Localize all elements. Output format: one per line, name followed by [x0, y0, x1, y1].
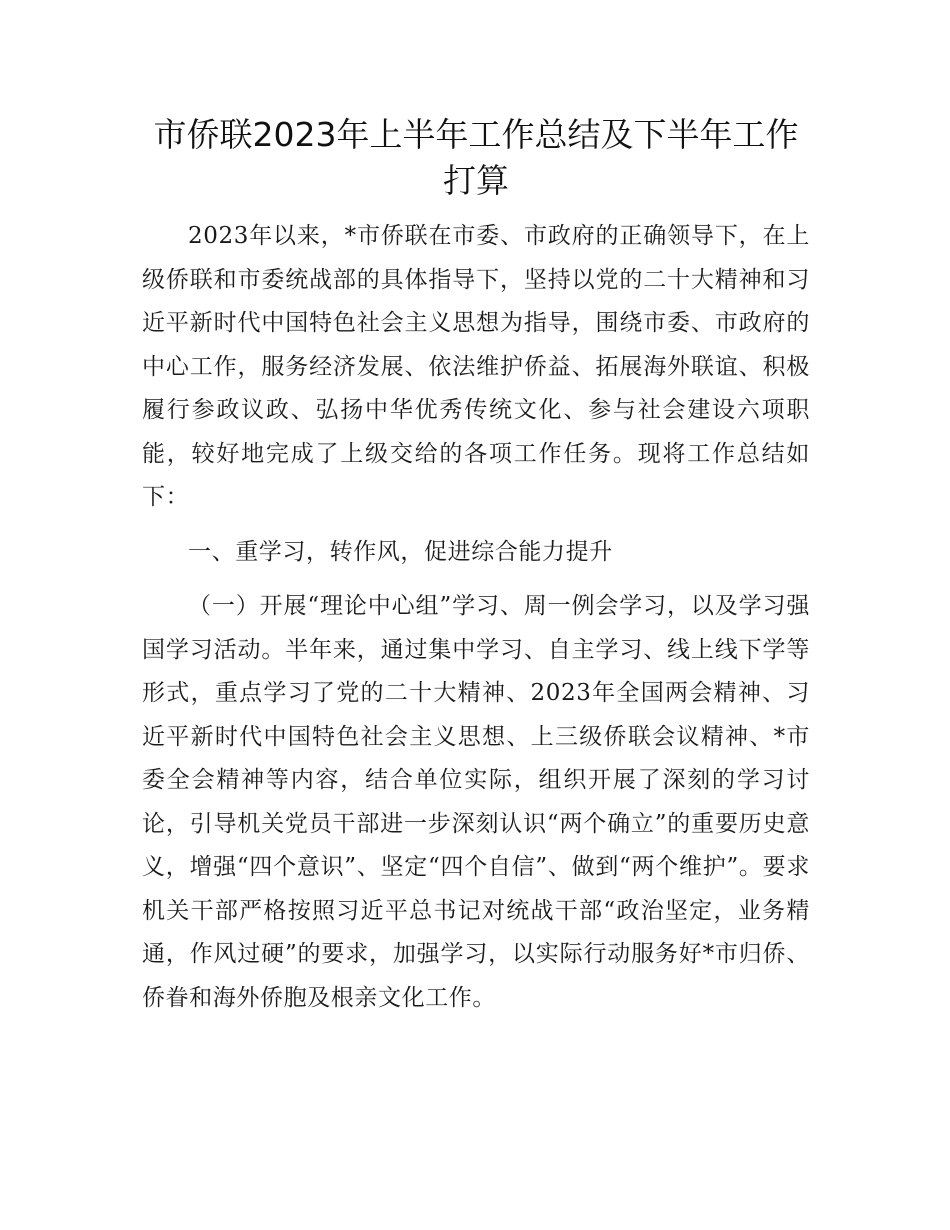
document-title: 市侨联2023年上半年工作总结及下半年工作打算: [153, 115, 799, 200]
document-body: [142, 215, 810, 1031]
section-heading: 一、重学习，转作风，促进综合能力提升: [188, 538, 613, 565]
body-paragraph: （一）开展“理论中心组”学习、周一例会学习，以及学习强国学习活动。半年来，通过集中学习、自主学习、线上线下学等形式，重点学习了党的二十大精神、2023年全国两会精神、习近平新时代中国特色社会主义思想、上三级侨联会议精神、*市委全会精神等内容，结合单位实际，组织开展了深刻的学习讨论，引导机关党员干部进一步深刻认识“两个确立”的重要历史意义，增强“四个意识”、坚定“四个自信”、做到“两个维护”。要求机关干部严格按照习近平总书记对统战干部“政治坚定，业务精通，作风过硬”的要求，加强学习，以实际行动服务好*市归侨、侨眷和海外侨胞及根亲文化工作。: [142, 593, 810, 1011]
intro-paragraph: 2023年以来，*市侨联在市委、市政府的正确领导下，在上级侨联和市委统战部的具体指导下，坚持以党的二十大精神和习近平新时代中国特色社会主义思想为指导，围绕市委、市政府的中心工作，服务经济发展、依法维护侨益、拓展海外联谊、积极履行参政议政、弘扬中华优秀传统文化、参与社会建设六项职能，较好地完成了上级交给的各项工作任务。现将工作总结如下：: [142, 223, 810, 510]
